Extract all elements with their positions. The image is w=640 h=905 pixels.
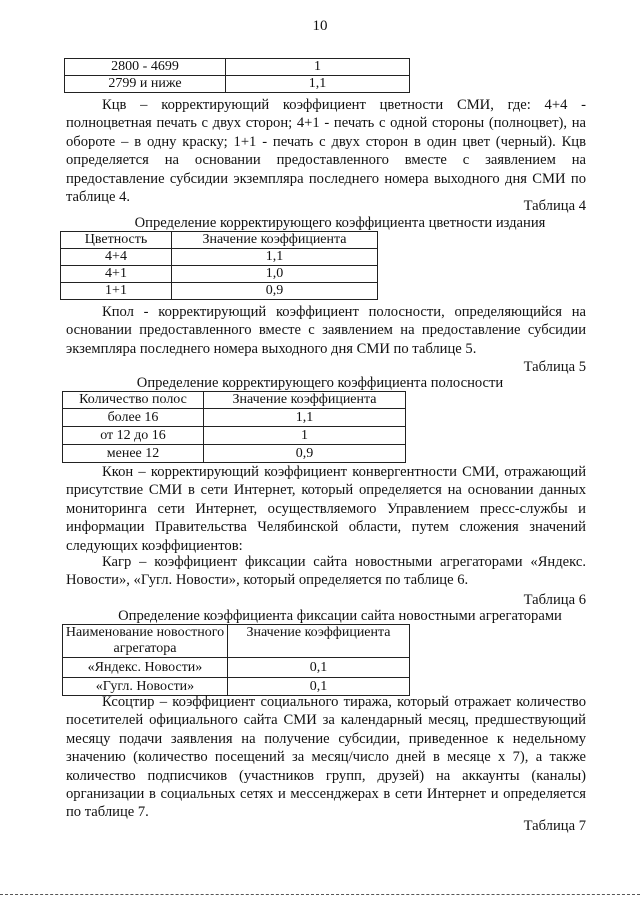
paragraph-text: Ккон – корректирующий коэффициент конвергентности СМИ, отражающий присутствие СМИ в сети Интернет, который определяется на основании данных мониторинга сети Интернет, осуществляемого Управлением пресс-службы и информации Правительства Челябинской области, путем сложения значений следующих коэффициентов: <box>66 464 586 554</box>
paragraph-kkon <box>66 463 586 555</box>
page-bottom-divider <box>0 894 640 895</box>
table-row <box>61 283 378 300</box>
table-row <box>63 445 406 463</box>
paragraph-text: Ксоцтир – коэффициент социального тиража, который отражает количество посетителей официального сайта СМИ за календарный месяц, предшествующий месяцу подачи заявления на получение субсидии, приведенное к недельному значению (количество посещений за месяц/число дней в месяце х 7), а также количество подписчиков (участников групп, друзей) на аккаунты (каналы) организации в социальных сетях и мессенджерах в сети Интернет и определяется по таблице 7. <box>66 694 586 821</box>
paragraph-text: Кагр – коэффициент фиксации сайта новостными агрегаторами «Яндекс. Новости», «Гугл. Новости», который определяется по таблице 6. <box>66 554 586 589</box>
table-header-row <box>63 392 406 409</box>
table-cell: более 16 <box>63 409 204 427</box>
table-row <box>63 658 410 678</box>
table-cell: 1,1 <box>226 76 410 93</box>
table-row <box>65 76 410 93</box>
table-cell: 4+1 <box>61 266 172 283</box>
table-header-cell: Значение коэффициента <box>204 392 406 409</box>
table-7-caption: Таблица 7 <box>523 818 586 834</box>
table-3-tail <box>64 58 410 93</box>
table-row <box>61 249 378 266</box>
page-number: 10 <box>312 18 328 34</box>
table-header-row <box>61 232 378 249</box>
paragraph-kagr <box>66 553 586 590</box>
table-cell: менее 12 <box>63 445 204 463</box>
paragraph-ksoc <box>66 693 586 822</box>
table-row <box>63 427 406 445</box>
table-header-row <box>63 625 410 658</box>
table-cell: 1+1 <box>61 283 172 300</box>
table-cell: 1 <box>226 59 410 76</box>
table-4-caption: Таблица 4 <box>523 198 586 214</box>
table-cell: 0,1 <box>228 678 410 696</box>
table-row <box>65 59 410 76</box>
table-6-caption: Таблица 6 <box>523 592 586 608</box>
table-cell: 1,1 <box>204 409 406 427</box>
table-cell: 4+4 <box>61 249 172 266</box>
table-6-title: Определение коэффициента фиксации сайта новостными агрегаторами <box>118 608 562 624</box>
table-cell: 1,0 <box>172 266 378 283</box>
paragraph-text: Кцв – корректирующий коэффициент цветности СМИ, где: 4+4 - полноцветная печать с двух сторон; 4+1 - печать с одной стороны (полноцвет), на обороте – в одну краску; 1+1 - печать с двух сторон в один цвет (черный). Кцв определяется на основании предоставленного вместе с заявлением на предоставление субсидии экземпляра последнего номера выходного дня СМИ по таблице 4. <box>66 97 586 206</box>
table-5-caption: Таблица 5 <box>523 359 586 375</box>
table-cell: 0,1 <box>228 658 410 678</box>
table-cell: 0,9 <box>204 445 406 463</box>
table-row <box>63 409 406 427</box>
table-cell: 2799 и ниже <box>65 76 226 93</box>
table-cell: «Гугл. Новости» <box>63 678 228 696</box>
table-row <box>61 266 378 283</box>
table-header-cell: Значение коэффициента <box>172 232 378 249</box>
table-cell: 1 <box>204 427 406 445</box>
table-cell: 1,1 <box>172 249 378 266</box>
paragraph-text: Кпол - корректирующий коэффициент полосности, определяющийся на основании предоставленного вместе с заявлением на предоставление субсидии экземпляра последнего номера выходного дня СМИ по таблице 5. <box>66 304 586 357</box>
table-header-cell: Цветность <box>61 232 172 249</box>
table-5-title: Определение корректирующего коэффициента полосности <box>136 375 504 391</box>
paragraph-kcv <box>66 96 586 206</box>
table-header-cell: Количество полос <box>63 392 204 409</box>
table-4 <box>60 231 378 300</box>
table-5 <box>62 391 406 463</box>
table-cell: 2800 - 4699 <box>65 59 226 76</box>
table-cell: от 12 до 16 <box>63 427 204 445</box>
paragraph-kpol <box>66 303 586 358</box>
table-header-cell: Значение коэффициента <box>228 625 410 658</box>
table-header-cell: Наименование новостного агрегатора <box>63 625 228 658</box>
table-6 <box>62 624 410 696</box>
table-cell: 0,9 <box>172 283 378 300</box>
table-cell: «Яндекс. Новости» <box>63 658 228 678</box>
table-4-title: Определение корректирующего коэффициента цветности издания <box>134 215 546 231</box>
